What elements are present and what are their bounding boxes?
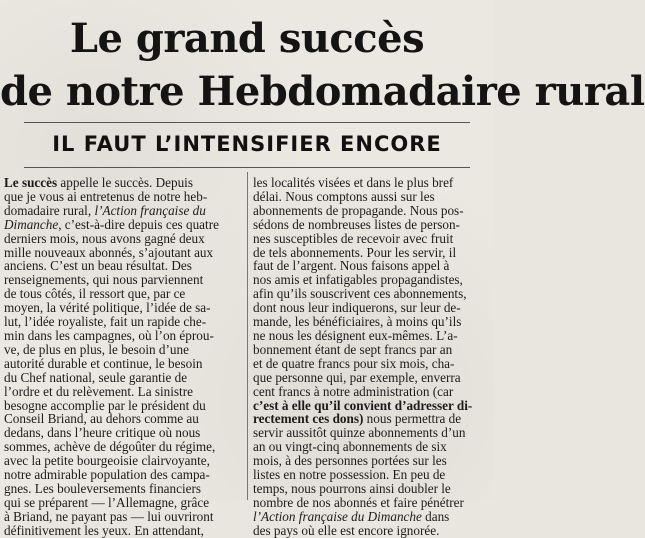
- text-line: listes en notre possession. En peu de: [253, 467, 446, 483]
- text-line: dont nous leur indiquerons, sur leur de-: [253, 300, 461, 316]
- text-fragment: nous permettra de: [363, 411, 462, 427]
- text-line-bold: c’est à elle qu’il convient d’adresser di-: [253, 397, 473, 413]
- publication-title: Dimanche: [4, 216, 59, 232]
- text-line: mois, à des personnes portées sur les: [253, 453, 447, 469]
- text-line: à Briand, ne payant pas — lui ouvriront: [4, 508, 214, 524]
- text-line: bonnement étant de sept francs par an: [253, 341, 453, 357]
- text-line: délai. Nous comptons aussi sur les: [253, 188, 435, 204]
- bold-fragment: rectement ces dons): [253, 411, 364, 427]
- text-line: servir aussitôt quinze abonnements d’un: [253, 425, 466, 441]
- text-line: et de quatre francs pour six mois, cha-: [253, 355, 455, 371]
- text-line: de tels abonnements. Pour les servir, il: [253, 244, 457, 260]
- text-line: anciens. C’est un beau résultat. Des: [4, 258, 192, 274]
- text-line: autorité durable et continue, le besoin: [4, 355, 203, 371]
- headline-line-1: Le grand succès: [69, 15, 425, 62]
- text-line: gnes. Les bouleversements financiers: [4, 480, 202, 496]
- lead-words: Le succès: [4, 175, 58, 190]
- column-divider: [247, 172, 248, 500]
- text-fragment: , c’est-à-dire depuis ces quatre: [58, 216, 219, 232]
- text-line: ve, de plus en plus, le besoin d’une: [4, 341, 189, 357]
- headline-rule-bottom: [24, 167, 470, 168]
- lead-rest: appelle le succès. Depuis: [60, 175, 193, 190]
- text-line: qui se préparent — l’Allemagne, grâce: [4, 494, 210, 510]
- text-line: temps, nous pourrons ainsi doubler le: [253, 480, 451, 496]
- text-line: [4, 176, 242, 190]
- text-line: ne nous les désignent eux-mêmes. L’a-: [253, 327, 458, 343]
- text-line: mille nouveaux abonnés, s’ajoutant aux: [4, 244, 214, 260]
- text-line: mande, les bénéficiaires, à moins qu’ils: [253, 314, 462, 330]
- text-line: dedans, dans l’heure critique où nous: [4, 425, 201, 441]
- headline-line-2: de notre Hebdomadaire rural: [0, 68, 645, 115]
- text-line: avec la petite bourgeoisie clairvoyante,: [4, 453, 210, 469]
- text-line: que je vous ai entretenus de notre heb-: [4, 188, 208, 204]
- text-line: moyen, la vérité politique, l’idée de sa-: [4, 300, 211, 316]
- text-line: renseignements, qui nous parviennent: [4, 272, 204, 288]
- text-line: l’ordre et du relèvement. La sinistre: [4, 383, 193, 399]
- text-line: Conseil Briand, au dehors comme au: [4, 411, 199, 427]
- text-line: notre admirable population des campa-: [4, 467, 210, 483]
- text-line: sédons de nombreuses listes de person-: [253, 216, 460, 232]
- text-line: [253, 412, 491, 426]
- headline-rule-top: [24, 122, 470, 123]
- publication-title: l’Action française du: [94, 202, 206, 218]
- text-line: les localités visées et dans le plus bref: [253, 175, 454, 190]
- text-line: lut, l’idée royaliste, fait un rapide che-: [4, 314, 207, 330]
- text-line: abonnements de propagande. Nous pos-: [253, 202, 464, 218]
- text-line: [253, 510, 491, 524]
- text-line: faut de l’argent. Nous faisons appel à: [253, 258, 450, 274]
- text-line: que personne qui, par exemple, enverra: [253, 369, 461, 385]
- text-line: [4, 218, 242, 232]
- text-line: an ou vingt-cinq abonnements de six: [253, 439, 447, 455]
- text-line: nombre de nos abonnés et faire pénétrer: [253, 494, 464, 510]
- text-fragment: domadaire rural,: [4, 202, 95, 218]
- text-line: de tous côtés, il ressort que, par ce: [4, 286, 186, 302]
- article-column-left: [4, 176, 242, 538]
- text-line: min dans les campagnes, où l’on éprou-: [4, 327, 214, 343]
- text-line: du Chef national, seule garantie de: [4, 369, 188, 385]
- text-line: définitivement les yeux. En attendant,: [4, 522, 204, 538]
- text-line: nes susceptibles de recevoir avec fruit: [253, 230, 454, 246]
- article-column-right: [253, 176, 491, 538]
- publication-title: l’Action française du Dimanche: [253, 508, 422, 524]
- subheadline: IL FAUT L’INTENSIFIER ENCORE: [52, 132, 442, 156]
- text-line: nos amis et infatigables propagandistes,: [253, 272, 463, 288]
- text-line: besogne accomplie par le président du: [4, 397, 206, 413]
- text-line: derniers mois, nous avons gagné deux: [4, 230, 205, 246]
- text-line: sommes, achève de dégoûter du régime,: [4, 439, 216, 455]
- text-line: afin qu’ils souscrivent ces abonnements,: [253, 286, 467, 302]
- text-line: [4, 204, 242, 218]
- text-line: des pays où elle est encore ignorée.: [253, 522, 440, 538]
- text-line: cent francs à notre administration (car: [253, 383, 454, 399]
- text-fragment: dans: [421, 508, 450, 524]
